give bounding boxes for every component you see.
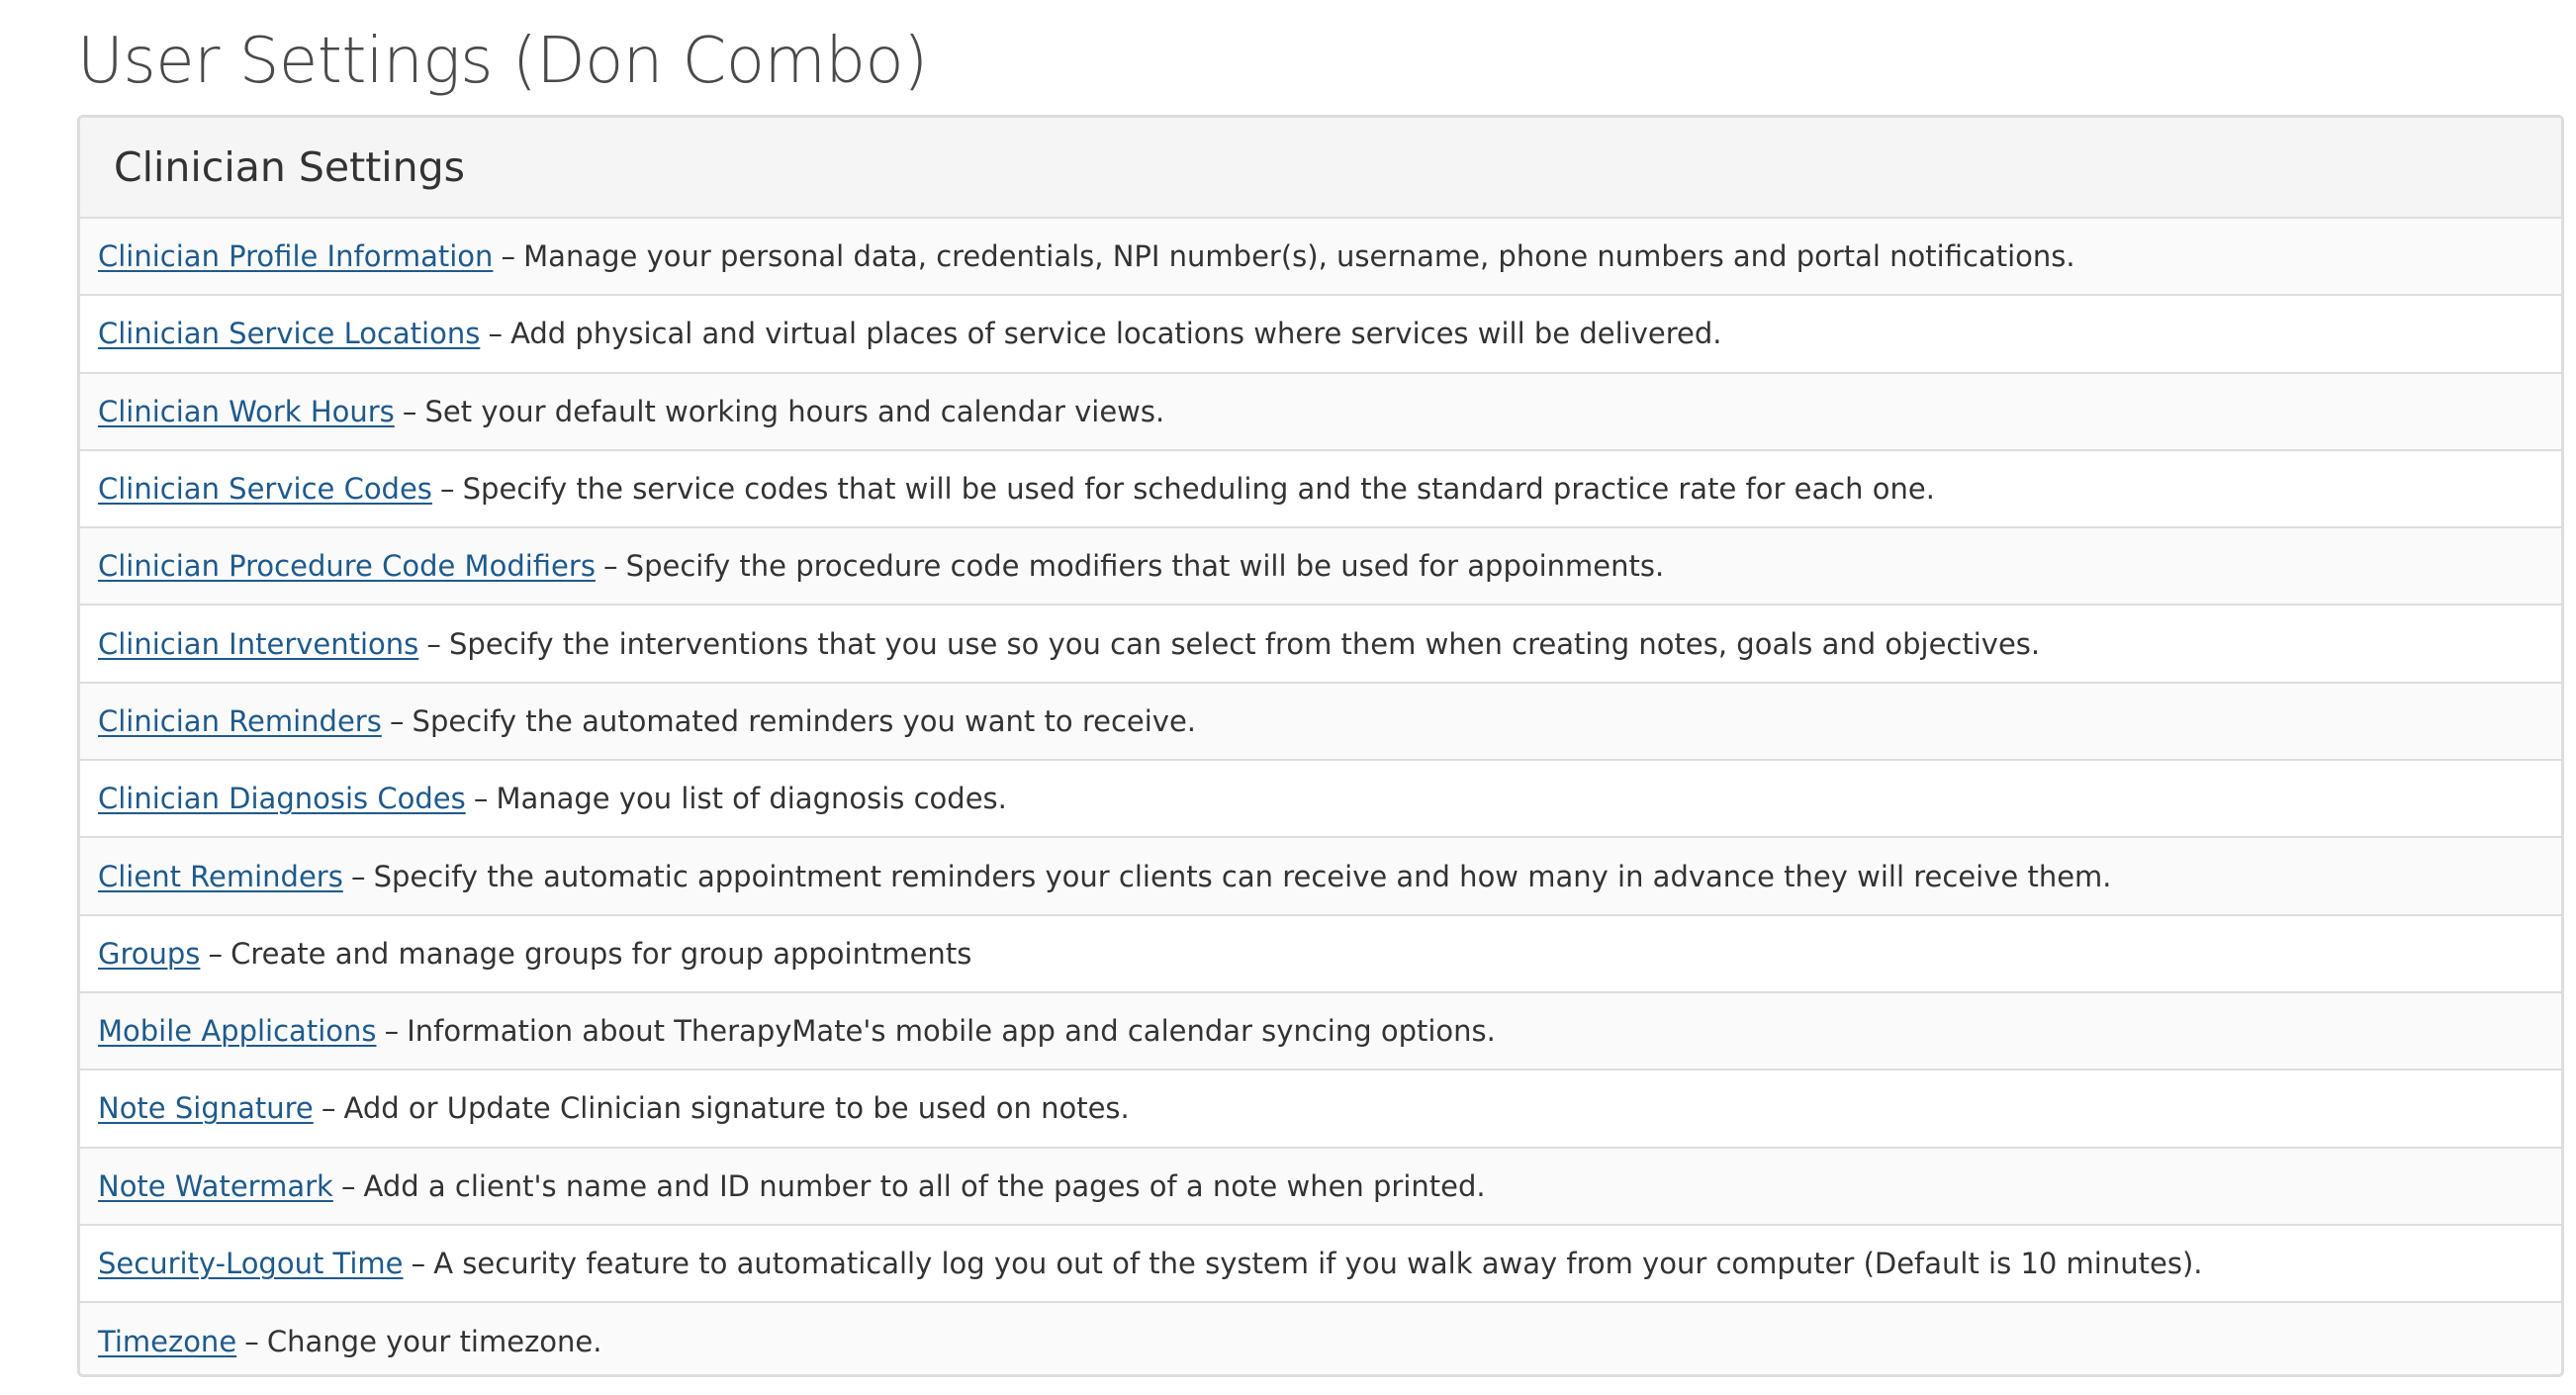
panel-heading — [80, 118, 2561, 219]
security-logout-time-link[interactable]: Security-Logout Time — [98, 1247, 404, 1280]
item-description: Add or Update Clinician signature to be used on notes. — [343, 1091, 1130, 1126]
item-description: Specify the automatic appointment reminders your clients can receive and how many in advance they will receive them. — [373, 859, 2112, 893]
item-separator: – — [411, 1247, 426, 1280]
note-watermark-link[interactable]: Note Watermark — [98, 1168, 333, 1203]
item-separator: – — [208, 936, 224, 971]
item-description: Manage your personal data, credentials, NPI number(s), username, phone numbers and portal notifications. — [523, 239, 2075, 274]
clinician-procedure-code-modifiers-link[interactable]: Clinician Procedure Code Modifiers — [98, 549, 596, 584]
item-separator: – — [426, 626, 441, 661]
item-description: Specify the procedure code modifiers that will be used for appoinments. — [625, 549, 1665, 584]
list-item — [80, 1149, 2561, 1226]
list-item — [80, 528, 2561, 605]
list-item — [80, 684, 2561, 761]
item-description: Create and manage groups for group appointments — [230, 936, 972, 971]
item-description: Information about TherapyMate's mobile app and calendar syncing options. — [407, 1014, 1496, 1049]
clinician-diagnosis-codes-link[interactable]: Clinician Diagnosis Codes — [98, 782, 466, 816]
clinician-service-codes-link[interactable]: Clinician Service Codes — [98, 472, 432, 507]
item-description: Change your timezone. — [266, 1325, 602, 1359]
item-separator: – — [244, 1325, 259, 1359]
list-item — [80, 605, 2561, 683]
groups-link[interactable]: Groups — [98, 936, 201, 971]
list-item — [80, 374, 2561, 451]
list-item — [80, 1070, 2561, 1148]
item-separator: – — [340, 1168, 356, 1203]
clinician-profile-information-link[interactable]: Clinician Profile Information — [98, 239, 494, 274]
item-separator: – — [321, 1091, 336, 1126]
list-item — [80, 916, 2561, 993]
item-description: Set your default working hours and calendar views. — [424, 394, 1165, 428]
item-separator: – — [473, 782, 489, 816]
list-item — [80, 451, 2561, 528]
panel-title: Clinician Settings — [114, 143, 466, 191]
clinician-service-locations-link[interactable]: Clinician Service Locations — [98, 317, 481, 351]
item-description: Specify the automated reminders you want to receive. — [412, 703, 1197, 738]
client-reminders-link[interactable]: Client Reminders — [98, 859, 343, 893]
clinician-reminders-link[interactable]: Clinician Reminders — [98, 703, 382, 738]
clinician-work-hours-link[interactable]: Clinician Work Hours — [98, 394, 395, 428]
item-separator: – — [603, 549, 618, 584]
item-separator: – — [488, 317, 503, 351]
timezone-link[interactable]: Timezone — [98, 1325, 237, 1359]
settings-list — [80, 219, 2561, 1377]
list-item — [80, 838, 2561, 915]
mobile-applications-link[interactable]: Mobile Applications — [98, 1014, 377, 1049]
item-description: Specify the interventions that you use so you can select from them when creating notes, goals and objectives. — [449, 626, 2041, 661]
list-item — [80, 993, 2561, 1070]
item-separator: – — [350, 859, 366, 893]
list-item — [80, 1226, 2561, 1303]
item-separator: – — [384, 1014, 400, 1049]
item-description: Specify the service codes that will be used for scheduling and the standard practice rate for each one. — [462, 472, 1935, 507]
note-signature-link[interactable]: Note Signature — [98, 1091, 314, 1126]
list-item — [80, 761, 2561, 838]
clinician-settings-panel — [77, 115, 2564, 1377]
item-description: Manage you list of diagnosis codes. — [496, 782, 1007, 816]
item-separator: – — [501, 239, 516, 274]
page-title: User Settings (Don Combo) — [77, 25, 928, 98]
item-separator: – — [389, 703, 405, 738]
item-separator: – — [440, 472, 455, 507]
list-item — [80, 1303, 2561, 1377]
item-description: Add a client's name and ID number to all of the pages of a note when printed. — [363, 1168, 1486, 1203]
item-description: Add physical and virtual places of service locations where services will be delivered. — [510, 317, 1722, 351]
item-separator: – — [402, 394, 417, 428]
item-description: A security feature to automatically log you out of the system if you walk away from your computer (Default is 10 minutes). — [433, 1247, 2203, 1280]
clinician-interventions-link[interactable]: Clinician Interventions — [98, 626, 419, 661]
list-item — [80, 219, 2561, 296]
list-item — [80, 296, 2561, 373]
